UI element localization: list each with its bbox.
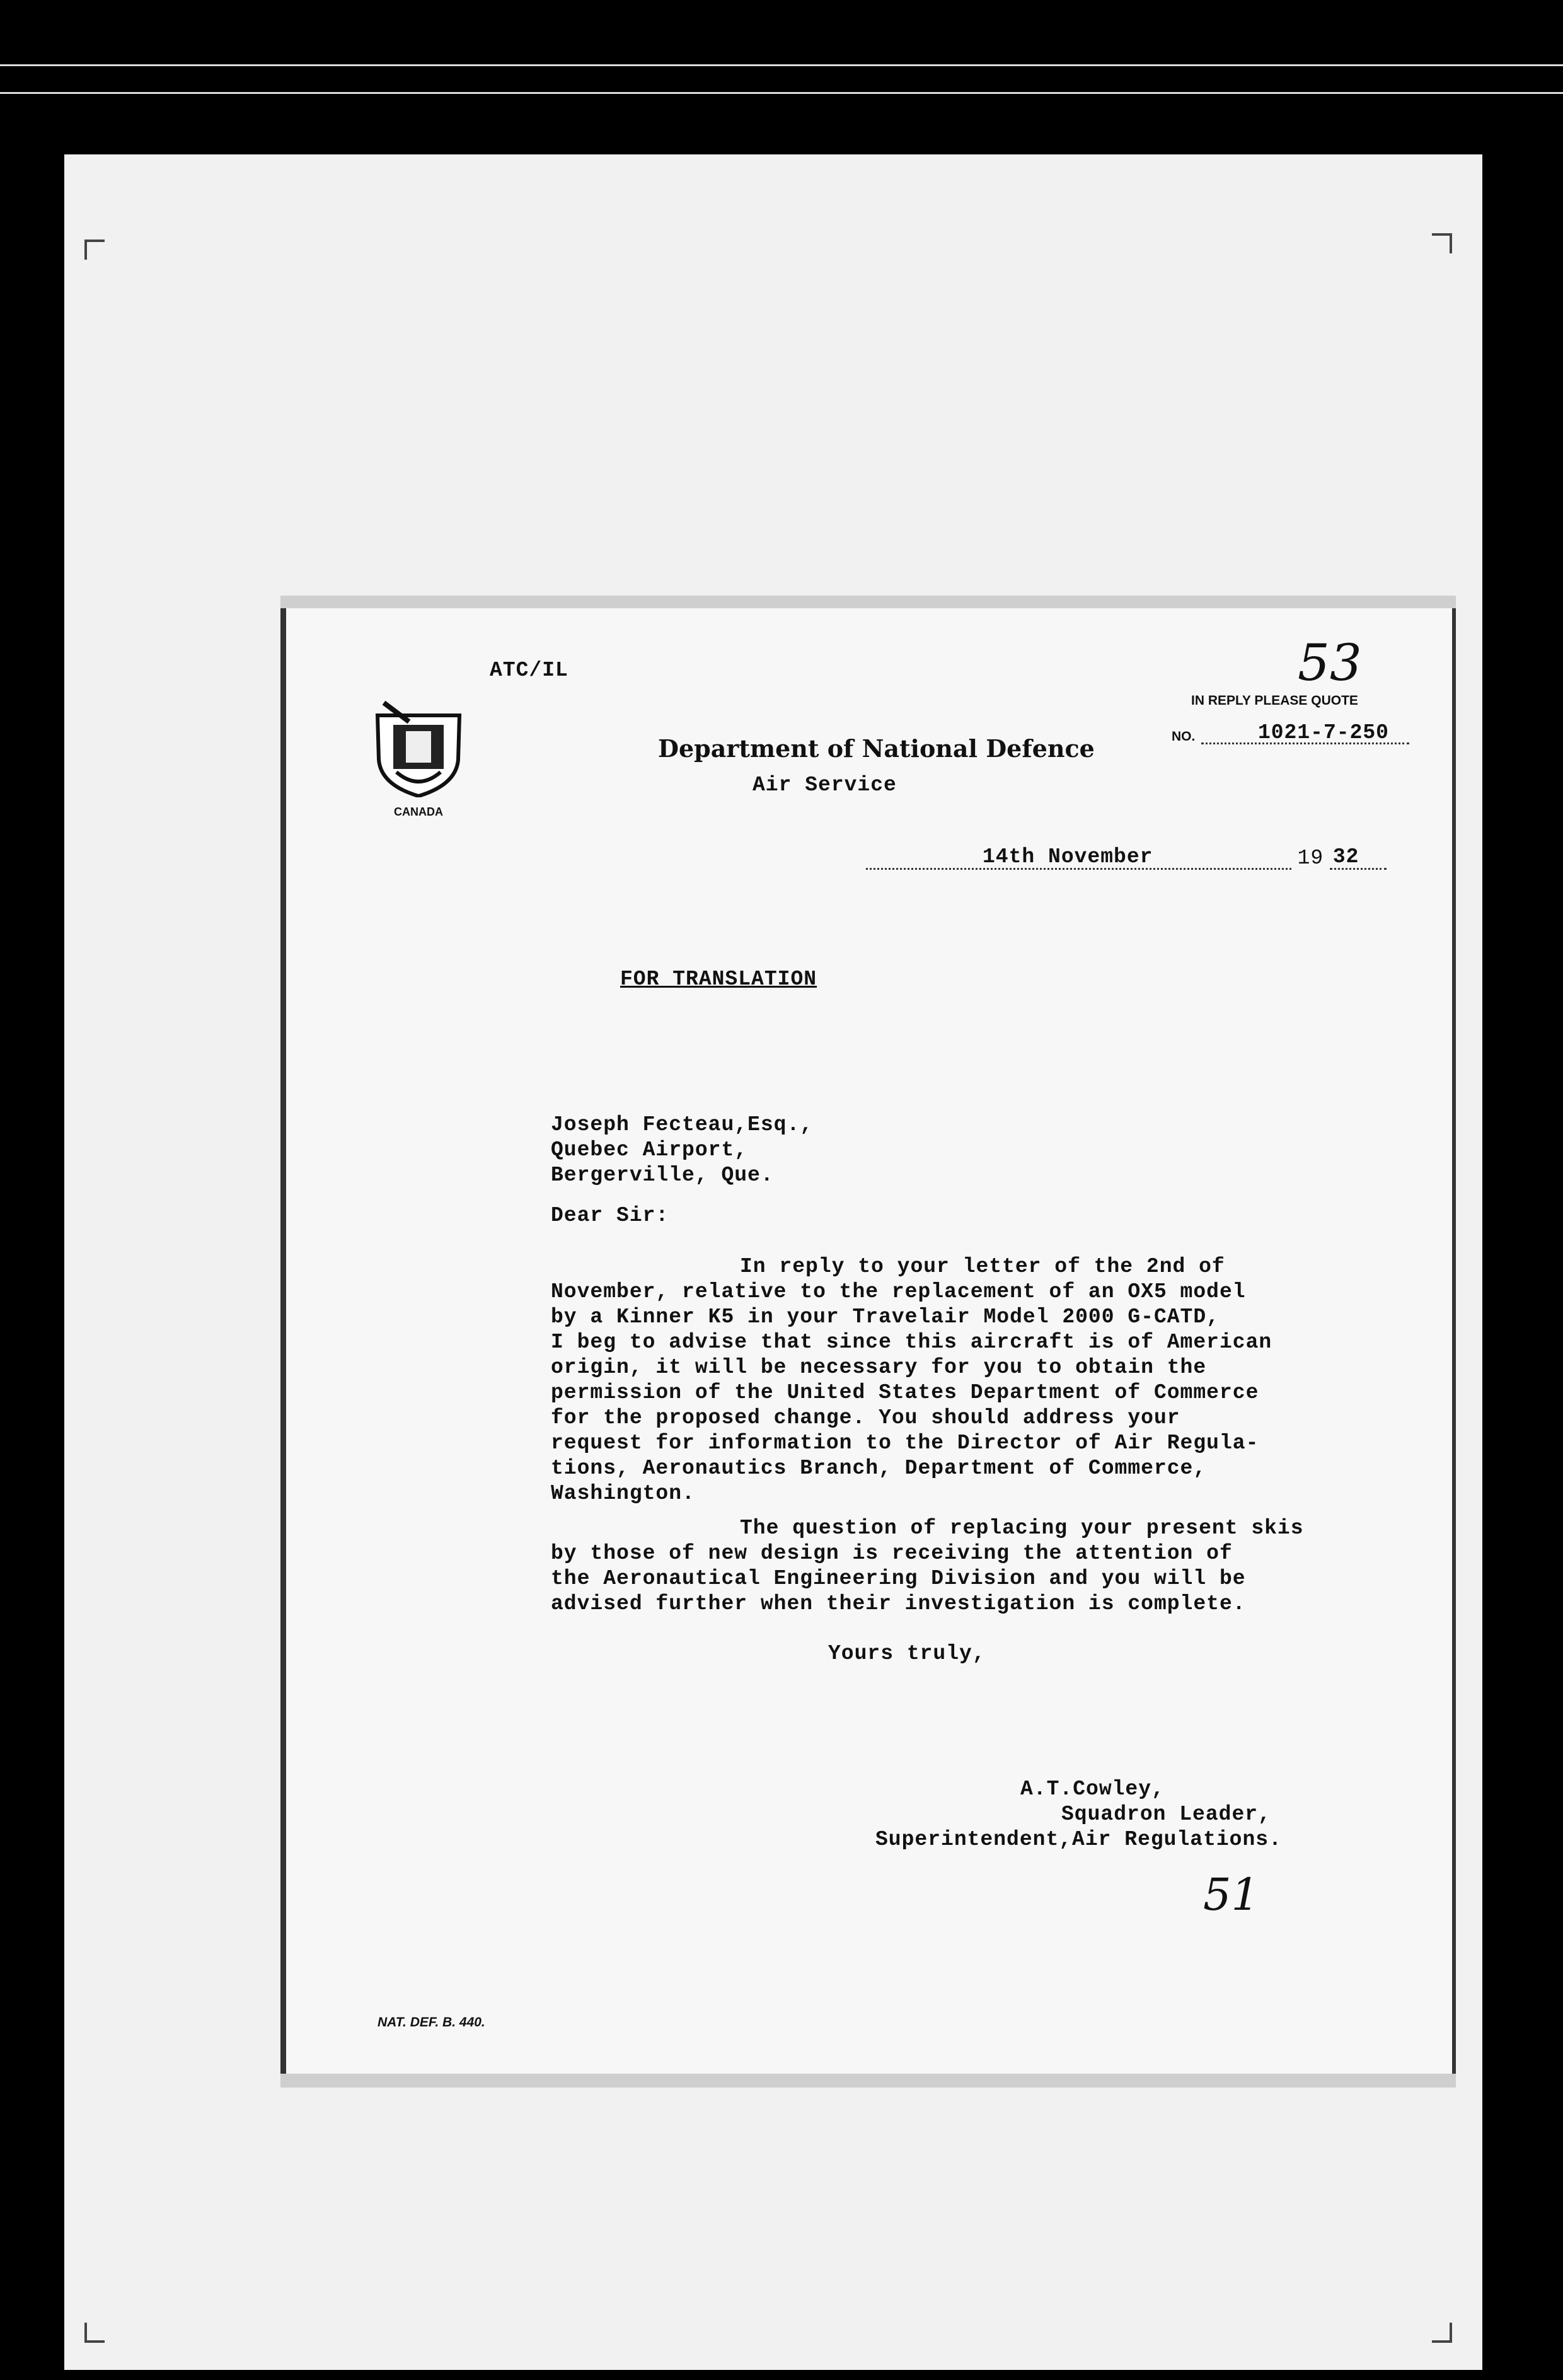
paragraph-line: I beg to advise that since this aircraft is of American: [551, 1331, 1272, 1354]
date-day-month: 14th November: [983, 845, 1153, 869]
date-line: [866, 846, 1387, 870]
paragraph-line: request for information to the Director of Air Regula-: [551, 1431, 1259, 1455]
addressee-line: Bergerville, Que.: [551, 1164, 774, 1187]
paragraph-line: by a Kinner K5 in your Travelair Model 2000 G-CATD,: [551, 1305, 1220, 1329]
addressee-line: Joseph Fecteau,Esq.,: [551, 1113, 814, 1136]
paragraph-line: tions, Aeronautics Branch, Department of Commerce,: [551, 1457, 1207, 1480]
addressee-block: [551, 1112, 813, 1188]
letter-page: [280, 608, 1456, 2074]
reply-quote-label: IN REPLY PLEASE QUOTE: [1191, 693, 1358, 708]
paragraph-2: [551, 1516, 1304, 1617]
signature-name: A.T.Cowley,: [1020, 1777, 1165, 1801]
reference-number-field: [1201, 721, 1409, 744]
paragraph-line: Washington.: [551, 1482, 695, 1505]
reference-number-label: NO.: [1172, 729, 1196, 744]
handwritten-page-number: 53: [1298, 633, 1362, 692]
paragraph-line: the Aeronautical Engineering Division and you will be: [551, 1567, 1246, 1590]
paragraph-1: [551, 1254, 1272, 1506]
paragraph-line: The question of replacing your present skis: [740, 1516, 1304, 1540]
department-heading: Department of National Defence: [658, 734, 1095, 763]
reference-number-line: [1172, 721, 1409, 744]
closing: Yours truly,: [828, 1642, 986, 1665]
emblem-label: CANADA: [394, 806, 443, 818]
crop-mark-top-right: [1432, 233, 1452, 253]
crop-mark-top-left: [84, 240, 105, 260]
reference-number-value: 1021-7-250: [1257, 721, 1389, 744]
canada-emblem: [371, 696, 466, 819]
date-field: [866, 845, 1291, 870]
paragraph-line: permission of the United States Department of Commerce: [551, 1381, 1259, 1404]
date-year: 32: [1332, 845, 1359, 869]
paragraph-line: by those of new design is receiving the attention of: [551, 1542, 1233, 1565]
crop-mark-bottom-left: [84, 2323, 105, 2343]
paragraph-line: advised further when their investigation is complete.: [551, 1592, 1246, 1615]
paragraph-line: November, relative to the replacement of an OX5 model: [551, 1280, 1246, 1303]
handwritten-mark: 51: [1203, 1869, 1260, 1921]
salutation: Dear Sir:: [551, 1204, 669, 1227]
date-century: 19: [1297, 846, 1324, 870]
service-heading: Air Service: [753, 773, 897, 797]
paragraph-line: for the proposed change. You should address your: [551, 1406, 1180, 1430]
date-year-field: [1330, 845, 1387, 870]
film-edge-rule-top: [0, 64, 1563, 66]
file-reference: ATC/IL: [490, 659, 568, 682]
crop-mark-bottom-right: [1432, 2323, 1452, 2343]
addressee-line: Quebec Airport,: [551, 1138, 748, 1162]
signature-rank: Squadron Leader,: [1061, 1803, 1271, 1826]
paragraph-line: origin, it will be necessary for you to obtain the: [551, 1356, 1207, 1379]
paragraph-line: In reply to your letter of the 2nd of: [740, 1255, 1225, 1278]
form-number: NAT. DEF. B. 440.: [378, 2015, 485, 2030]
coat-of-arms-icon: [371, 696, 466, 797]
subject-line: FOR TRANSLATION: [620, 968, 817, 991]
signature-title: Superintendent,Air Regulations.: [875, 1828, 1282, 1851]
film-edge-rule-bottom: [0, 92, 1563, 94]
